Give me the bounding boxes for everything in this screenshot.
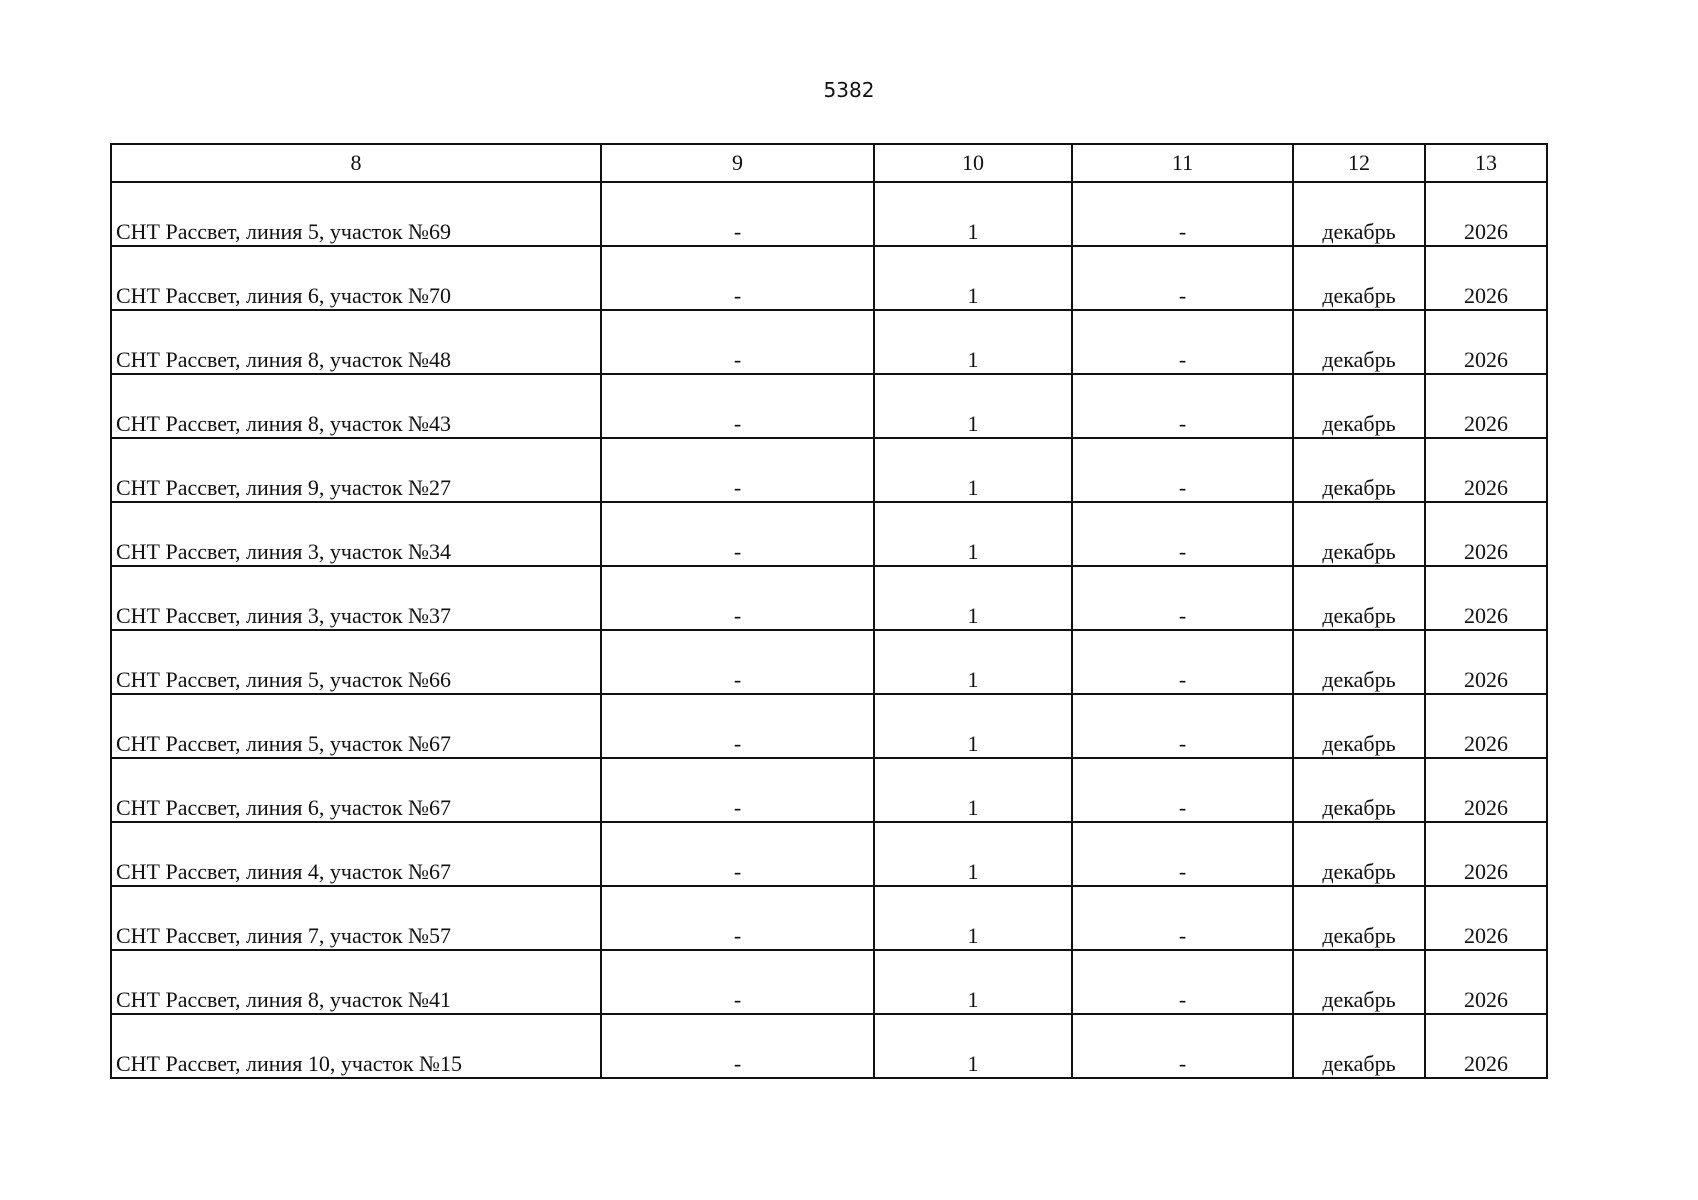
year-cell: 2026 xyxy=(1425,310,1547,374)
table-row xyxy=(111,246,1547,310)
table-row xyxy=(111,566,1547,630)
month-cell: декабрь xyxy=(1293,1014,1425,1078)
col11-cell: - xyxy=(1072,822,1293,886)
col9-cell: - xyxy=(601,182,874,246)
address-cell: СНТ Рассвет, линия 8, участок №48 xyxy=(111,310,601,374)
table-row xyxy=(111,502,1547,566)
col9-cell: - xyxy=(601,246,874,310)
table-body xyxy=(111,182,1547,1078)
year-cell: 2026 xyxy=(1425,630,1547,694)
address-cell: СНТ Рассвет, линия 9, участок №27 xyxy=(111,438,601,502)
address-cell: СНТ Рассвет, линия 3, участок №37 xyxy=(111,566,601,630)
address-cell: СНТ Рассвет, линия 5, участок №67 xyxy=(111,694,601,758)
column-header: 13 xyxy=(1425,144,1547,182)
column-header: 12 xyxy=(1293,144,1425,182)
month-cell: декабрь xyxy=(1293,822,1425,886)
col9-cell: - xyxy=(601,438,874,502)
month-cell: декабрь xyxy=(1293,758,1425,822)
table-row xyxy=(111,822,1547,886)
col9-cell: - xyxy=(601,630,874,694)
table-header-row xyxy=(111,144,1547,182)
column-header: 8 xyxy=(111,144,601,182)
column-header: 11 xyxy=(1072,144,1293,182)
table-row xyxy=(111,310,1547,374)
address-cell: СНТ Рассвет, линия 3, участок №34 xyxy=(111,502,601,566)
month-cell: декабрь xyxy=(1293,310,1425,374)
table-row xyxy=(111,438,1547,502)
col10-cell: 1 xyxy=(874,822,1072,886)
col11-cell: - xyxy=(1072,502,1293,566)
address-cell: СНТ Рассвет, линия 5, участок №69 xyxy=(111,182,601,246)
col11-cell: - xyxy=(1072,310,1293,374)
table-row xyxy=(111,950,1547,1014)
year-cell: 2026 xyxy=(1425,1014,1547,1078)
year-cell: 2026 xyxy=(1425,694,1547,758)
col11-cell: - xyxy=(1072,438,1293,502)
month-cell: декабрь xyxy=(1293,630,1425,694)
address-cell: СНТ Рассвет, линия 5, участок №66 xyxy=(111,630,601,694)
month-cell: декабрь xyxy=(1293,950,1425,1014)
col9-cell: - xyxy=(601,566,874,630)
year-cell: 2026 xyxy=(1425,374,1547,438)
col9-cell: - xyxy=(601,502,874,566)
col9-cell: - xyxy=(601,374,874,438)
address-cell: СНТ Рассвет, линия 6, участок №70 xyxy=(111,246,601,310)
year-cell: 2026 xyxy=(1425,246,1547,310)
col10-cell: 1 xyxy=(874,566,1072,630)
col11-cell: - xyxy=(1072,374,1293,438)
month-cell: декабрь xyxy=(1293,182,1425,246)
data-table xyxy=(110,143,1548,1079)
col10-cell: 1 xyxy=(874,758,1072,822)
table-row xyxy=(111,182,1547,246)
address-cell: СНТ Рассвет, линия 4, участок №67 xyxy=(111,822,601,886)
year-cell: 2026 xyxy=(1425,566,1547,630)
col11-cell: - xyxy=(1072,694,1293,758)
table-row xyxy=(111,694,1547,758)
year-cell: 2026 xyxy=(1425,182,1547,246)
year-cell: 2026 xyxy=(1425,502,1547,566)
address-cell: СНТ Рассвет, линия 8, участок №41 xyxy=(111,950,601,1014)
address-cell: СНТ Рассвет, линия 10, участок №15 xyxy=(111,1014,601,1078)
col11-cell: - xyxy=(1072,950,1293,1014)
month-cell: декабрь xyxy=(1293,886,1425,950)
col10-cell: 1 xyxy=(874,950,1072,1014)
year-cell: 2026 xyxy=(1425,758,1547,822)
month-cell: декабрь xyxy=(1293,438,1425,502)
year-cell: 2026 xyxy=(1425,822,1547,886)
col10-cell: 1 xyxy=(874,630,1072,694)
col9-cell: - xyxy=(601,1014,874,1078)
table-row xyxy=(111,374,1547,438)
col11-cell: - xyxy=(1072,1014,1293,1078)
col11-cell: - xyxy=(1072,758,1293,822)
col9-cell: - xyxy=(601,694,874,758)
table-row xyxy=(111,1014,1547,1078)
month-cell: декабрь xyxy=(1293,502,1425,566)
page-number: 5382 xyxy=(823,78,875,102)
col10-cell: 1 xyxy=(874,374,1072,438)
month-cell: декабрь xyxy=(1293,246,1425,310)
month-cell: декабрь xyxy=(1293,374,1425,438)
col10-cell: 1 xyxy=(874,310,1072,374)
year-cell: 2026 xyxy=(1425,950,1547,1014)
col11-cell: - xyxy=(1072,246,1293,310)
address-cell: СНТ Рассвет, линия 8, участок №43 xyxy=(111,374,601,438)
col11-cell: - xyxy=(1072,566,1293,630)
column-header: 10 xyxy=(874,144,1072,182)
col10-cell: 1 xyxy=(874,438,1072,502)
address-cell: СНТ Рассвет, линия 6, участок №67 xyxy=(111,758,601,822)
col10-cell: 1 xyxy=(874,886,1072,950)
col9-cell: - xyxy=(601,310,874,374)
col10-cell: 1 xyxy=(874,502,1072,566)
address-cell: СНТ Рассвет, линия 7, участок №57 xyxy=(111,886,601,950)
col9-cell: - xyxy=(601,950,874,1014)
table-row xyxy=(111,630,1547,694)
col9-cell: - xyxy=(601,822,874,886)
col10-cell: 1 xyxy=(874,182,1072,246)
col10-cell: 1 xyxy=(874,246,1072,310)
year-cell: 2026 xyxy=(1425,438,1547,502)
col9-cell: - xyxy=(601,886,874,950)
col10-cell: 1 xyxy=(874,1014,1072,1078)
month-cell: декабрь xyxy=(1293,694,1425,758)
month-cell: декабрь xyxy=(1293,566,1425,630)
col11-cell: - xyxy=(1072,182,1293,246)
table-row xyxy=(111,886,1547,950)
col11-cell: - xyxy=(1072,886,1293,950)
col11-cell: - xyxy=(1072,630,1293,694)
year-cell: 2026 xyxy=(1425,886,1547,950)
col10-cell: 1 xyxy=(874,694,1072,758)
col9-cell: - xyxy=(601,758,874,822)
table-row xyxy=(111,758,1547,822)
column-header: 9 xyxy=(601,144,874,182)
